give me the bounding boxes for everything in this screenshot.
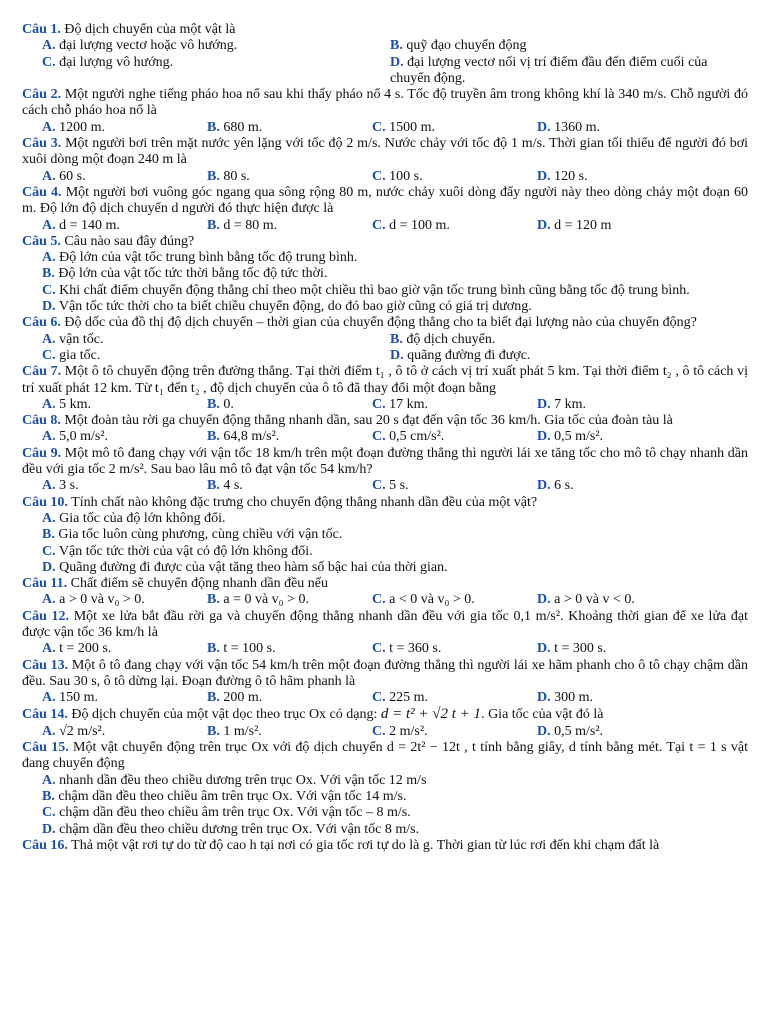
answer-option xyxy=(352,397,517,413)
question-stem xyxy=(22,315,748,331)
option-letter: C. xyxy=(372,217,386,233)
option-text: a > 0 và v < 0. xyxy=(554,592,635,608)
option-letter: B. xyxy=(207,119,220,135)
answer-option xyxy=(187,690,352,706)
option-letter: D. xyxy=(390,54,404,70)
option-text: chậm dần đều theo chiều âm trên trục Ox. Với vận tốc – 8 m/s. xyxy=(59,805,411,821)
option-letter: D. xyxy=(537,119,551,135)
options-row xyxy=(22,429,748,445)
option-letter: B. xyxy=(42,788,55,804)
option-text: √2 m/s². xyxy=(59,723,106,739)
question-number: Câu 3. xyxy=(22,136,62,152)
answer-option xyxy=(22,429,187,445)
answer-option xyxy=(22,283,748,299)
question-text: Tính chất nào không đặc trưng cho chuyển động thẳng nhanh dần đều của một vật? xyxy=(71,494,538,510)
option-letter: D. xyxy=(42,559,56,575)
option-letter: B. xyxy=(207,168,220,184)
answer-option xyxy=(352,592,517,608)
question-number: Câu 12. xyxy=(22,608,70,624)
option-text: a > 0 và v₀ > 0. xyxy=(59,592,145,608)
option-letter: A. xyxy=(42,510,56,526)
option-letter: D. xyxy=(42,299,56,315)
option-text: đại lượng vectơ hoặc vô hướng. xyxy=(59,38,238,54)
option-text: 17 km. xyxy=(389,396,429,412)
option-text: gia tốc. xyxy=(59,347,101,363)
answer-option xyxy=(22,641,187,657)
question-stem xyxy=(22,22,748,38)
option-letter: A. xyxy=(42,217,56,233)
question-text: Độ dịch chuyển của một vật là xyxy=(64,22,236,37)
option-text: đại lượng vectơ nối vị trí điểm đầu đến điểm cuối của chuyển động. xyxy=(390,54,708,86)
option-letter: A. xyxy=(42,592,56,608)
option-letter: D. xyxy=(537,641,551,657)
option-text: 1360 m. xyxy=(554,119,601,135)
answer-option xyxy=(187,429,352,445)
option-letter: A. xyxy=(42,723,56,739)
question-block xyxy=(22,413,748,446)
option-letter: A. xyxy=(42,250,56,266)
option-text: 7 km. xyxy=(554,396,587,412)
question-block xyxy=(22,576,748,609)
option-text: 120 s. xyxy=(554,168,588,184)
answer-option xyxy=(22,218,187,234)
answer-option xyxy=(517,592,682,608)
option-text: 1 m/s². xyxy=(223,723,262,739)
answer-option xyxy=(352,120,517,136)
question-block xyxy=(22,185,748,234)
question-stem xyxy=(22,838,748,854)
options-row xyxy=(22,218,748,234)
option-letter: B. xyxy=(207,429,220,445)
answer-option xyxy=(22,38,370,54)
option-text: 1500 m. xyxy=(389,119,436,135)
question-stem xyxy=(22,413,748,429)
question-text: Một xe lửa bắt đầu rời ga và chuyển động thẳng nhanh dần đều với gia tốc 0,1 m/s². Khoảng thời gian để xe lửa đạt được vận tốc 36 km/h là xyxy=(22,608,748,640)
option-text: chậm dần đều theo chiều dương trên trục Ox. Với vận tốc 8 m/s. xyxy=(59,821,420,837)
option-letter: B. xyxy=(42,527,55,543)
answer-option xyxy=(22,592,187,608)
option-letter: D. xyxy=(537,592,551,608)
option-text: 100 s. xyxy=(389,168,423,184)
option-letter: C. xyxy=(42,805,56,821)
options-row xyxy=(22,478,748,494)
option-text: 1200 m. xyxy=(59,119,106,135)
options-row xyxy=(22,397,748,413)
option-text: 64,8 m/s². xyxy=(223,429,280,445)
options-row xyxy=(22,641,748,657)
options-row xyxy=(22,38,748,54)
option-letter: A. xyxy=(42,331,56,347)
option-letter: C. xyxy=(372,592,386,608)
question-stem xyxy=(22,234,748,250)
answer-option xyxy=(22,266,748,282)
option-text: d = 140 m. xyxy=(59,217,120,233)
answer-option xyxy=(517,478,682,494)
answer-option xyxy=(187,724,352,740)
question-number: Câu 11. xyxy=(22,576,68,592)
answer-option xyxy=(22,773,748,789)
answer-option xyxy=(352,218,517,234)
option-text: quãng đường đi được. xyxy=(407,347,531,363)
question-stem xyxy=(22,740,748,773)
option-text: Vận tốc tức thời của vật có độ lớn không đổi. xyxy=(58,543,313,559)
answer-option xyxy=(187,592,352,608)
question-block xyxy=(22,706,748,740)
question-text: Câu nào sau đây đúng? xyxy=(64,233,195,249)
option-letter: B. xyxy=(390,331,403,347)
answer-option xyxy=(517,724,682,740)
option-text: đại lượng vô hướng. xyxy=(59,54,174,70)
question-stem xyxy=(22,446,748,479)
answer-option xyxy=(187,641,352,657)
option-letter: A. xyxy=(42,772,56,788)
option-letter: D. xyxy=(537,168,551,184)
option-text: 0,5 m/s². xyxy=(554,429,604,445)
option-letter: A. xyxy=(42,396,56,412)
answer-option xyxy=(22,822,748,838)
option-letter: D. xyxy=(390,347,404,363)
question-number: Câu 5. xyxy=(22,233,61,249)
question-text-after: . Gia tốc của vật đó là xyxy=(481,707,604,723)
option-letter: C. xyxy=(372,119,386,135)
question-text: Một người bơi trên mặt nước yên lặng với tốc độ 2 m/s. Nước chảy với tốc độ 1 m/s. Thời gian tối thiểu để người đó bơi xuôi dòng một đoạn 240 m là xyxy=(22,136,749,168)
question-number: Câu 7. xyxy=(22,364,62,380)
question-number: Câu 4. xyxy=(22,184,62,200)
option-text: Khi chất điểm chuyển động thẳng chỉ theo một chiều thì bao giờ vận tốc trung bình cũng bằng tốc độ trung bình. xyxy=(59,282,690,298)
answer-option xyxy=(22,560,748,576)
answer-option xyxy=(187,169,352,185)
question-block xyxy=(22,22,748,87)
answer-option xyxy=(517,218,682,234)
answer-option xyxy=(187,397,352,413)
option-letter: C. xyxy=(372,478,386,494)
question-number: Câu 6. xyxy=(22,315,61,331)
question-formula: d = t² + √2 t + 1 xyxy=(380,706,482,723)
answer-option xyxy=(187,478,352,494)
option-letter: A. xyxy=(42,429,56,445)
option-text: 300 m. xyxy=(554,690,594,706)
answer-option xyxy=(517,641,682,657)
option-letter: C. xyxy=(372,429,386,445)
option-text: 0,5 m/s². xyxy=(554,723,604,739)
option-letter: B. xyxy=(207,478,220,494)
option-letter: D. xyxy=(42,821,56,837)
option-text: Quãng đường đi được của vật tăng theo hàm số bậc hai của thời gian. xyxy=(59,559,448,575)
answer-option xyxy=(22,724,187,740)
options-row xyxy=(22,332,748,348)
question-number: Câu 2. xyxy=(22,87,62,103)
option-letter: A. xyxy=(42,478,56,494)
option-letter: C. xyxy=(42,282,56,298)
option-letter: B. xyxy=(390,38,403,54)
question-text: Một người bơi vuông góc ngang qua sông rộng 80 m, nước chảy xuôi dòng đẩy người này theo dòng chảy một đoạn 60 m. Độ lớn độ dịch chuyển d người đó thực hiện được là xyxy=(22,184,749,217)
option-text: d = 100 m. xyxy=(389,217,450,233)
question-text: Một mô tô đang chạy với vận tốc 18 km/h trên một đoạn đường thẳng thì người lái xe tăng tốc cho mô tô chạy nhanh dần đều với gia tốc 2 m/s². Sau bao lâu mô tô đạt vận tốc 54 km/h? xyxy=(22,445,748,478)
option-text: Độ lớn của vật tốc tức thời bằng tốc độ tức thời. xyxy=(58,266,328,282)
option-letter: D. xyxy=(537,723,551,739)
option-text: chậm dần đều theo chiều âm trên trục Ox. Với vận tốc 14 m/s. xyxy=(58,788,407,804)
answer-option xyxy=(517,120,682,136)
answer-option xyxy=(517,690,682,706)
answer-option xyxy=(517,429,682,445)
option-text: t = 360 s. xyxy=(389,641,442,657)
option-text: 225 m. xyxy=(389,690,429,706)
question-stem xyxy=(22,364,748,397)
options-row xyxy=(22,120,748,136)
option-text: a < 0 và v₀ > 0. xyxy=(389,592,475,608)
question-stem xyxy=(22,658,748,691)
option-text: Gia tốc của độ lớn không đổi. xyxy=(59,510,226,526)
option-letter: D. xyxy=(537,396,551,412)
question-block xyxy=(22,446,748,495)
option-text: vận tốc. xyxy=(59,331,104,347)
question-number: Câu 10. xyxy=(22,494,68,510)
question-text: Một người nghe tiếng pháo hoa nổ sau khi thấy pháo nổ 4 s. Tốc độ truyền âm trong không khí là 340 m/s. Chỗ người đó cách chỗ pháo hoa nổ là xyxy=(22,87,749,119)
option-letter: D. xyxy=(537,217,551,233)
question-text: Một vật chuyển động trên trục Ox với độ dịch chuyển d = 2t² − 12t , t tính bằng giây, d tính bằng mét. Tại t = 1 s vật đang chuyển động xyxy=(22,740,749,772)
answer-option xyxy=(370,348,748,364)
answer-option xyxy=(22,397,187,413)
question-text: Độ dịch chuyển của một vật dọc theo trục Ox có dạng: xyxy=(71,707,378,723)
answer-option xyxy=(370,38,748,54)
answer-option xyxy=(187,120,352,136)
answer-option xyxy=(22,55,370,88)
question-stem xyxy=(22,87,748,120)
option-text: Độ lớn của vật tốc trung bình bằng tốc độ trung bình. xyxy=(59,250,358,266)
options-row xyxy=(22,690,748,706)
question-number: Câu 14. xyxy=(22,707,68,723)
option-text: d = 120 m xyxy=(554,217,612,233)
option-text: a = 0 và v₀ > 0. xyxy=(223,592,309,608)
option-text: 3 s. xyxy=(59,478,79,494)
option-text: Gia tốc luôn cùng phương, cùng chiều với vận tốc. xyxy=(58,527,343,543)
answer-option xyxy=(370,55,748,88)
option-text: 0. xyxy=(223,396,234,412)
option-letter: C. xyxy=(42,54,56,70)
options-row xyxy=(22,55,748,88)
question-block xyxy=(22,740,748,838)
answer-option xyxy=(22,332,370,348)
question-block xyxy=(22,234,748,315)
answer-option xyxy=(22,527,748,543)
question-stem xyxy=(22,609,748,642)
question-number: Câu 9. xyxy=(22,445,62,461)
answer-option xyxy=(352,641,517,657)
question-number: Câu 1. xyxy=(22,22,61,37)
option-text: 5 km. xyxy=(59,396,92,412)
question-block xyxy=(22,658,748,707)
answer-option xyxy=(517,397,682,413)
option-text: t = 100 s. xyxy=(223,641,276,657)
option-text: t = 200 s. xyxy=(59,641,112,657)
question-block xyxy=(22,609,748,658)
option-text: 4 s. xyxy=(223,478,243,494)
question-text: Thả một vật rơi tự do từ độ cao h tại nơi có gia tốc rơi tự do là g. Thời gian từ lúc rơi đến khi chạm đất là xyxy=(71,837,660,853)
question-stem xyxy=(22,576,748,592)
option-text: 150 m. xyxy=(59,690,99,706)
answer-option xyxy=(22,805,748,821)
question-block xyxy=(22,364,748,413)
question-number: Câu 15. xyxy=(22,740,69,756)
option-text: 80 s. xyxy=(223,168,250,184)
option-text: 200 m. xyxy=(223,690,263,706)
question-block xyxy=(22,838,748,854)
option-text: Vận tốc tức thời cho ta biết chiều chuyển động, do đó bao giờ cũng có giá trị dương. xyxy=(58,299,532,315)
answer-option xyxy=(352,429,517,445)
answer-option xyxy=(352,690,517,706)
options-row xyxy=(22,592,748,608)
option-letter: C. xyxy=(372,723,386,739)
answer-option xyxy=(352,724,517,740)
option-letter: A. xyxy=(42,168,56,184)
question-number: Câu 8. xyxy=(22,413,61,429)
options-row xyxy=(22,169,748,185)
answer-option xyxy=(22,250,748,266)
option-letter: A. xyxy=(42,119,56,135)
answer-option xyxy=(370,332,748,348)
option-letter: A. xyxy=(42,641,56,657)
option-text: t = 300 s. xyxy=(554,641,607,657)
question-stem xyxy=(22,706,748,723)
question-stem xyxy=(22,185,748,218)
option-text: nhanh dần đều theo chiều dương trên trục Ox. Với vận tốc 12 m/s xyxy=(59,772,427,788)
answer-option xyxy=(22,169,187,185)
question-text: Độ dốc của đồ thị độ dịch chuyển – thời gian của chuyển động thẳng cho ta biết đại lượng nào của chuyển động? xyxy=(64,315,697,331)
answer-option xyxy=(22,511,748,527)
option-letter: A. xyxy=(42,38,56,54)
option-text: 2 m/s². xyxy=(389,723,428,739)
option-text: 680 m. xyxy=(223,119,263,135)
question-text: Một đoàn tàu rời ga chuyển động thẳng nhanh dần, sau 20 s đạt đến vận tốc 36 km/h. Gia tốc của đoàn tàu là xyxy=(64,413,673,429)
option-letter: D. xyxy=(537,429,551,445)
question-block xyxy=(22,315,748,364)
option-letter: D. xyxy=(537,690,551,706)
option-letter: A. xyxy=(42,690,56,706)
option-letter: B. xyxy=(207,723,220,739)
option-letter: C. xyxy=(372,641,386,657)
question-stem xyxy=(22,495,748,511)
question-text: Chất điểm sẽ chuyển động nhanh dần đều nếu xyxy=(70,576,329,592)
option-letter: B. xyxy=(207,217,220,233)
option-letter: B. xyxy=(207,641,220,657)
option-text: 60 s. xyxy=(59,168,86,184)
option-text: 0,5 cm/s². xyxy=(389,429,445,445)
options-row xyxy=(22,724,748,740)
answer-option xyxy=(22,348,370,364)
option-letter: B. xyxy=(207,592,220,608)
answer-option xyxy=(22,690,187,706)
question-number: Câu 16. xyxy=(22,837,68,853)
option-letter: D. xyxy=(537,478,551,494)
option-letter: B. xyxy=(207,396,220,412)
option-text: d = 80 m. xyxy=(223,217,278,233)
question-block xyxy=(22,136,748,185)
option-text: quỹ đạo chuyển động xyxy=(406,38,527,54)
question-block xyxy=(22,87,748,136)
answer-option xyxy=(517,169,682,185)
options-row xyxy=(22,348,748,364)
question-stem xyxy=(22,136,748,169)
question-number: Câu 13. xyxy=(22,657,69,673)
option-letter: C. xyxy=(372,690,386,706)
answer-option xyxy=(187,218,352,234)
question-block xyxy=(22,495,748,576)
option-letter: B. xyxy=(42,266,55,282)
option-letter: C. xyxy=(42,347,56,363)
option-letter: C. xyxy=(372,396,386,412)
answer-option xyxy=(22,299,748,315)
answer-option xyxy=(352,169,517,185)
option-letter: B. xyxy=(207,690,220,706)
answer-option xyxy=(22,478,187,494)
option-letter: C. xyxy=(372,168,386,184)
answer-option xyxy=(352,478,517,494)
question-text: Một ô tô đang chạy với vận tốc 54 km/h trên một đoạn đường thẳng thì người lái xe hãm phanh cho ô tô chạy chậm dần đều. Sau 30 s, ô tô dừng lại. Đoạn đường ô tô hãm phanh là xyxy=(22,657,749,689)
option-text: 5 s. xyxy=(389,478,409,494)
option-text: độ dịch chuyển. xyxy=(406,331,496,347)
option-text: 5,0 m/s². xyxy=(59,429,109,445)
option-letter: C. xyxy=(42,543,56,559)
question-text: Một ô tô chuyển động trên đường thẳng. Tại thời điểm t₁ , ô tô ở cách vị trí xuất phát 5 km. Tại thời điểm t₂ , ô tô cách vị trí xuất phát 12 km. Từ t₁ đến t₂ , độ dịch chuyển của ô tô đã thay đổi một đoạn bằng xyxy=(22,364,749,396)
answer-option xyxy=(22,789,748,805)
answer-option xyxy=(22,544,748,560)
answer-option xyxy=(22,120,187,136)
option-text: 6 s. xyxy=(554,478,574,494)
